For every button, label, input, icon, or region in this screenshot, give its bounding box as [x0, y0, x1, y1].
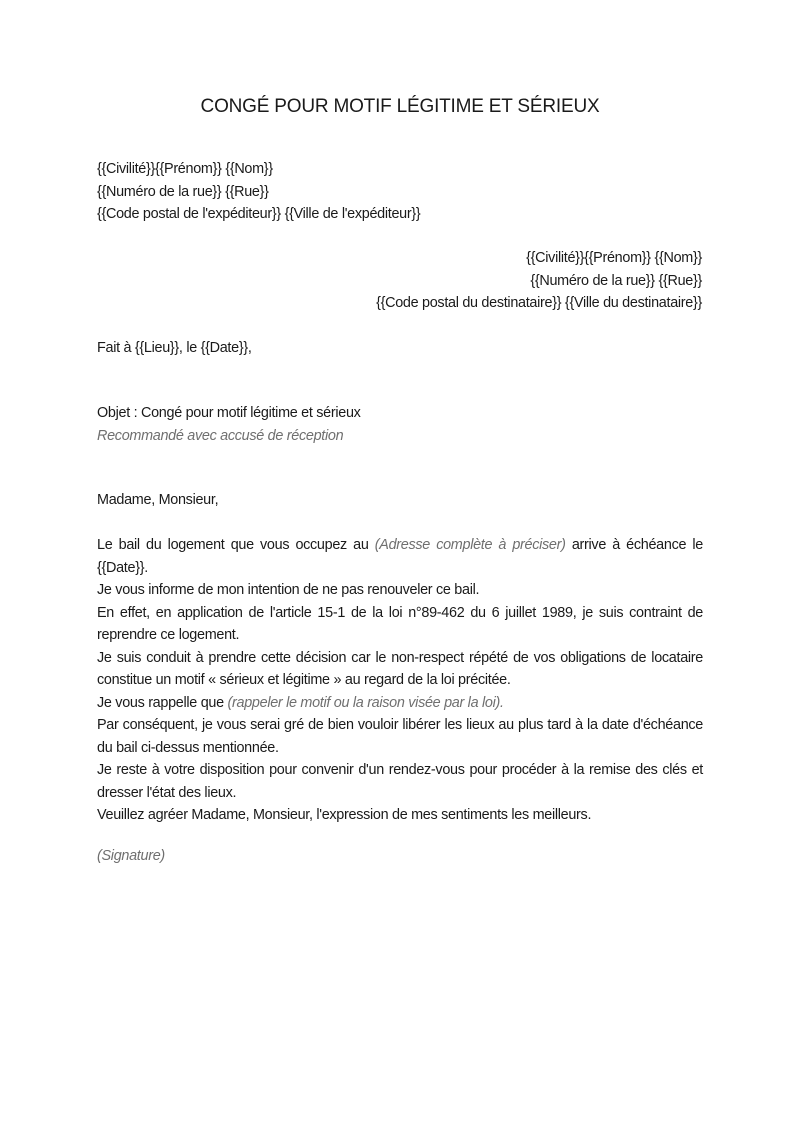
body-text: Je vous rappelle que	[97, 694, 228, 711]
signature-placeholder: (Signature)	[97, 848, 165, 864]
body-paragraph: En effet, en application de l'article 15-1 de la loi n°89-462 du 6 juillet 1989, je suis contraint de reprendre ce logement.	[97, 604, 703, 643]
reason-placeholder: (rappeler le motif ou la raison visée par la loi).	[227, 694, 504, 711]
body-paragraph: Je reste à votre disposition pour convenir d'un rendez-vous pour procéder à la remise des clés et dresser l'état des lieux.	[97, 762, 703, 801]
body-paragraph: Je vous informe de mon intention de ne pas renouveler ce bail.	[97, 582, 480, 598]
body-paragraph: Veuillez agréer Madame, Monsieur, l'expression de mes sentiments les meilleurs.	[97, 807, 592, 823]
letter-body	[97, 534, 703, 827]
body-paragraph	[97, 534, 703, 579]
body-paragraph: Par conséquent, je vous serai gré de bien vouloir libérer les lieux au plus tard à la date d'échéance du bail ci-dessus mentionnée.	[97, 717, 703, 756]
body-text: arrive à échéance le {{Date}}.	[97, 537, 704, 576]
body-paragraph	[97, 692, 703, 715]
salutation: Madame, Monsieur,	[97, 492, 219, 508]
sender-street-line: {{Numéro de la rue}} {{Rue}}	[97, 183, 269, 200]
body-paragraph: Je suis conduit à prendre cette décision car le non-respect répété de vos obligations de locataire constitue un motif « sérieux et légitime » au regard de la loi précitée.	[97, 649, 703, 688]
recipient-name-line: {{Civilité}}{{Prénom}} {{Nom}}	[526, 250, 702, 266]
sender-name-line: {{Civilité}}{{Prénom}} {{Nom}}	[97, 161, 273, 177]
delivery-method: Recommandé avec accusé de réception	[97, 427, 344, 444]
address-placeholder: (Adresse complète à préciser)	[374, 537, 566, 553]
body-text: Le bail du logement que vous occupez au	[97, 537, 375, 553]
place-and-date: Fait à {{Lieu}}, le {{Date}},	[97, 340, 252, 356]
recipient-address	[376, 247, 702, 315]
sender-city-line: {{Code postal de l'expéditeur}} {{Ville de l'expéditeur}}	[97, 206, 421, 222]
object-line: Objet : Congé pour motif légitime et sérieux	[97, 405, 361, 421]
document-title: CONGÉ POUR MOTIF LÉGITIME ET SÉRIEUX	[200, 96, 600, 117]
recipient-street-line: {{Numéro de la rue}} {{Rue}}	[530, 272, 702, 289]
recipient-city-line: {{Code postal du destinataire}} {{Ville du destinataire}}	[376, 295, 702, 311]
sender-address	[97, 158, 420, 226]
object-section	[97, 402, 361, 447]
